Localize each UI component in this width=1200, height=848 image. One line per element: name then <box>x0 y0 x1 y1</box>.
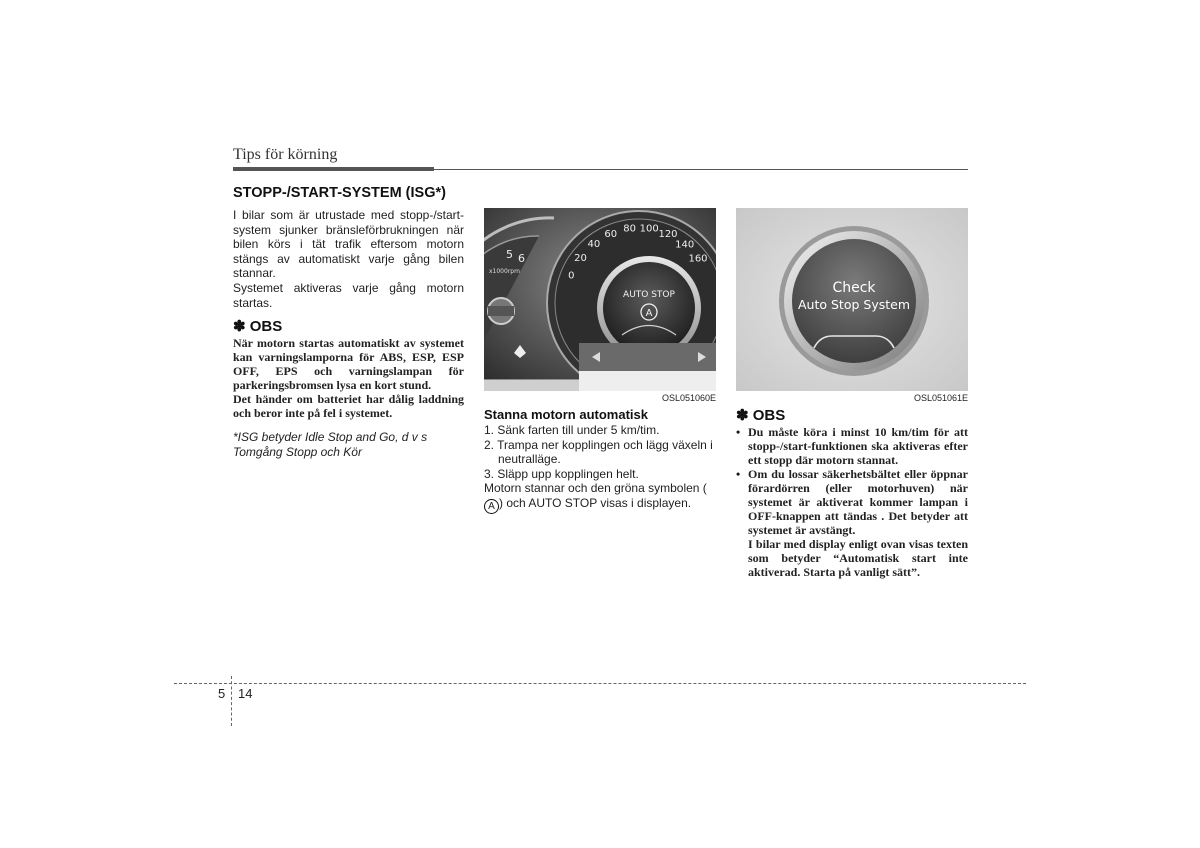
button-line-2: Auto Stop System <box>798 297 910 312</box>
speed-label: 60 <box>604 228 618 240</box>
header-rule-thick <box>233 167 434 171</box>
tacho-label-5: 5 <box>506 248 513 261</box>
result-text-before: Motorn stannar och den gröna symbolen ( <box>484 481 707 496</box>
obs-text-2: Det händer om batteriet har dålig laddning och beror inte på fel i systemet. <box>233 392 464 421</box>
step-3: 3. Släpp upp kopplingen helt. <box>484 466 639 481</box>
result-text-after: ) och AUTO STOP visas i displayen. <box>499 495 692 510</box>
bullet-text-2-extra: I bilar med display enligt ovan visas texten som betyder “Automatisk start inte aktiverad. Starta på vanligt sätt”. <box>748 537 968 579</box>
intro-paragraph: I bilar som är utrustade med stopp-/start-system sjunker bränsleförbrukningen när bilen körs i tät trafik eftersom motorn stängs av automatiskt varje gång bilen stannar. <box>233 208 464 281</box>
footer-divider <box>174 683 1026 684</box>
speed-label: 80 <box>623 223 636 235</box>
tacho-unit: x1000rpm <box>489 268 520 275</box>
result-paragraph <box>484 481 716 514</box>
tacho-label-6: 6 <box>518 252 525 265</box>
instrument-cluster-image <box>484 208 716 391</box>
speed-label: 20 <box>574 253 587 265</box>
page-number: 14 <box>238 686 253 701</box>
stop-engine-heading: Stanna motorn automatisk <box>484 407 648 422</box>
chapter-number: 5 <box>218 686 226 701</box>
display-auto-stop: AUTO STOP <box>623 290 675 300</box>
check-auto-stop-figure <box>736 208 968 391</box>
green-auto-stop-icon: A <box>484 499 499 514</box>
speed-label: 120 <box>658 229 678 241</box>
obs-heading-right: ✽ OBS <box>736 407 786 424</box>
figure-1-code: OSL051060E <box>661 393 716 403</box>
header-rule-thin <box>434 169 968 170</box>
bullet-dot: • <box>736 467 741 481</box>
speed-label: 100 <box>639 223 659 235</box>
check-auto-stop-image <box>736 208 968 391</box>
footnote: *ISG betyder Idle Stop and Go, d v s Tomgång Stopp och Kör <box>233 430 428 459</box>
column-left <box>233 208 464 459</box>
obs-text-1: När motorn startas automatiskt av systemet kan varningslamporna för ABS, ESP, ESP OFF, EPS och varningslampan för parkeringsbromsen lysa en kort stund. <box>233 336 464 393</box>
footer-vertical-divider <box>231 676 232 726</box>
speed-label: 140 <box>675 239 695 251</box>
figure-2-code: OSL051061E <box>913 393 968 403</box>
button-line-1: Check <box>832 280 876 296</box>
activation-paragraph: Systemet aktiveras varje gång motorn startas. <box>233 280 464 310</box>
instrument-cluster-figure <box>484 208 716 391</box>
bullet-text-2: Om du lossar säkerhetsbältet eller öppnar förardörren (eller motorhuven) när systemet är aktiverat kommer lampan i OFF-knappen att tändas . Det betyder att systemet är avstängt. <box>748 467 968 537</box>
column-right <box>736 208 968 579</box>
speed-label: 40 <box>587 238 601 250</box>
step-2: 2. Trampa ner kopplingen och lägg växeln i neutralläge. <box>484 437 713 467</box>
obs-heading: ✽ OBS <box>233 318 283 336</box>
bullet-item-2 <box>736 467 968 579</box>
speed-label: 0 <box>568 270 575 282</box>
bullet-dot: • <box>736 425 741 439</box>
column-middle <box>484 208 716 514</box>
speed-label: 160 <box>688 253 708 265</box>
bullet-item-1 <box>736 425 968 467</box>
section-title: STOPP-/START-SYSTEM (ISG*) <box>233 185 446 201</box>
bullet-text-1: Du måste köra i minst 10 km/tim för att stopp-/start-funktionen ska aktiveras efter ett stopp där motorn stannat. <box>748 425 968 467</box>
step-1: 1. Sänk farten till under 5 km/tim. <box>484 423 660 437</box>
running-header: Tips för körning <box>233 146 338 163</box>
display-symbol: A <box>645 308 653 319</box>
